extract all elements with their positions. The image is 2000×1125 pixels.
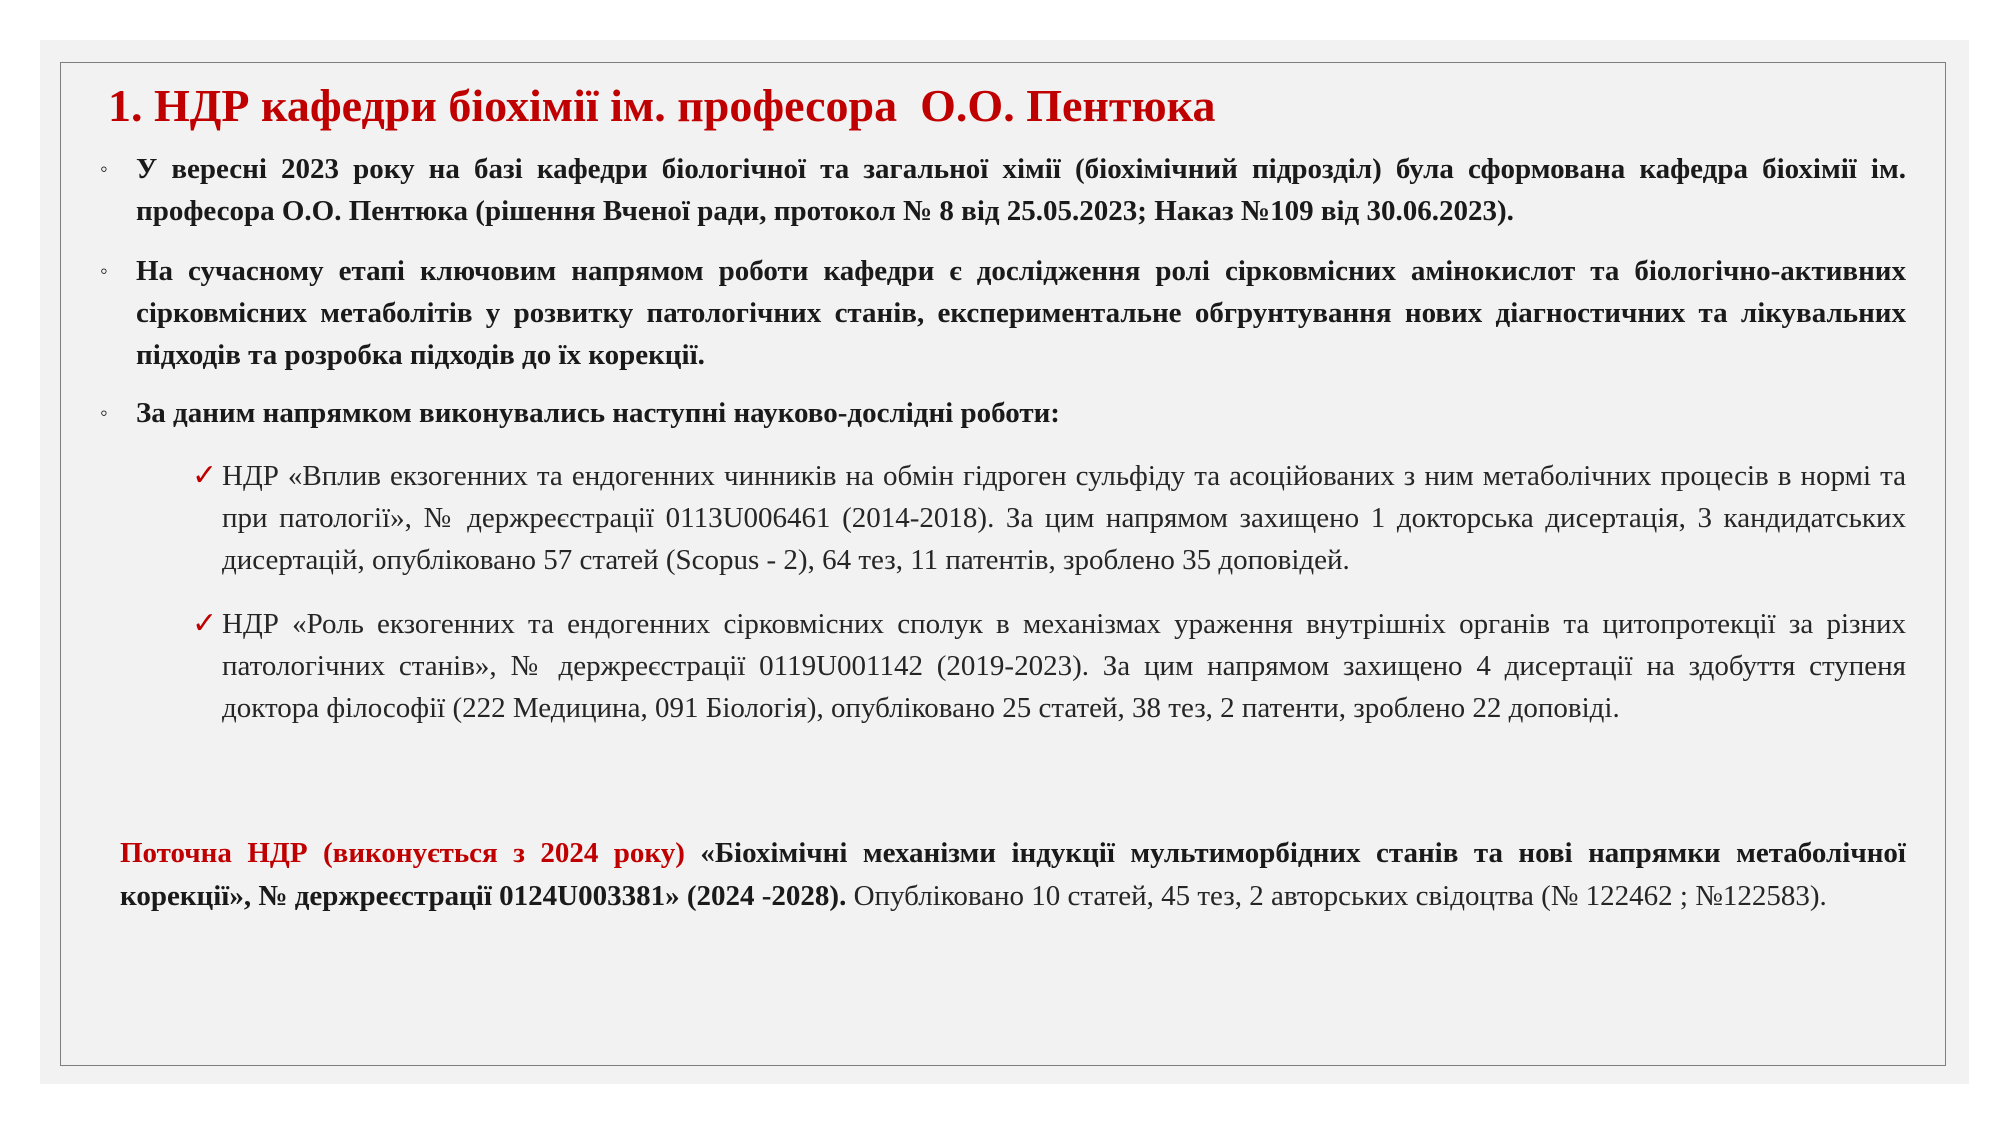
project-text: НДР «Вплив екзогенних та ендогенних чинників на обмін гідроген сульфіду та асоційованих з ним метаболічних процесів в нормі та при патології», № держреєстрації 0113U006461 (2014-2018). За цим напрямом захищено 1 докторська дисертація, 3 кандидатських дисертацій, опубліковано 57 статей (Scopus - 2), 64 тез, 11 патентів, зроблено 35 доповідей. [222,460,1906,576]
current-project-results: Опубліковано 10 статей, 45 тез, 2 авторських свідоцтва (№ 122462 ; №122583). [853,880,1827,912]
checkmark-icon: ✓ [192,458,218,493]
current-project-name: «Біохімічні механізми індукції мультиморбідних станів та нові напрямки метаболічної корекції», № держреєстрації 0124U003381» (2024 -2028). [120,837,1906,912]
bullet-marker-icon: ◦ [100,258,108,283]
project-list [192,455,1906,751]
bullet-marker-icon: ◦ [100,400,108,425]
bullet-text: У вересні 2023 року на базі кафедри біологічної та загальної хімії (біохімічний підрозділ) була сформована кафедра біохімії ім. професора О.О. Пентюка (рішення Вченої ради, протокол № 8 від 25.05.2023; Наказ №109 від 30.06.2023). [136,153,1906,227]
bullet-item-research-direction [100,250,1906,376]
bullet-item-department-formation [100,148,1906,232]
bullet-marker-icon: ◦ [100,156,108,181]
current-project-label: Поточна НДР (виконується з 2024 року) [120,837,685,869]
bullet-item-projects-intro [100,392,1906,434]
project-item-2014-2018 [192,455,1906,581]
slide-title: 1. НДР кафедри біохімії ім. професора О.О. Пентюка [108,80,1216,131]
bullet-text: За даним напрямком виконувались наступні науково-дослідні роботи: [136,397,1060,429]
bullet-list [100,148,1906,450]
project-text: НДР «Роль екзогенних та ендогенних сірковмісних сполук в механізмах ураження внутрішніх органів та цитопротекції за різних патологічних станів», № держреєстрації 0119U001142 (2019-2023). За цим напрямом захищено 4 дисертації на здобуття ступеня доктора філософії (222 Медицина, 091 Біологія), опубліковано 25 статей, 38 тез, 2 патенти, зроблено 22 доповіді. [222,608,1906,724]
bullet-text: На сучасному етапі ключовим напрямом роботи кафедри є дослідження ролі сірковмісних амінокислот та біологічно-активних сірковмісних метаболітів у розвитку патологічних станів, експериментальне обгрунтування нових діагностичних та лікувальних підходів та розробка підходів до їх корекції. [136,255,1906,371]
current-project-paragraph [120,832,1906,918]
project-item-2019-2023 [192,603,1906,729]
checkmark-icon: ✓ [192,606,218,641]
